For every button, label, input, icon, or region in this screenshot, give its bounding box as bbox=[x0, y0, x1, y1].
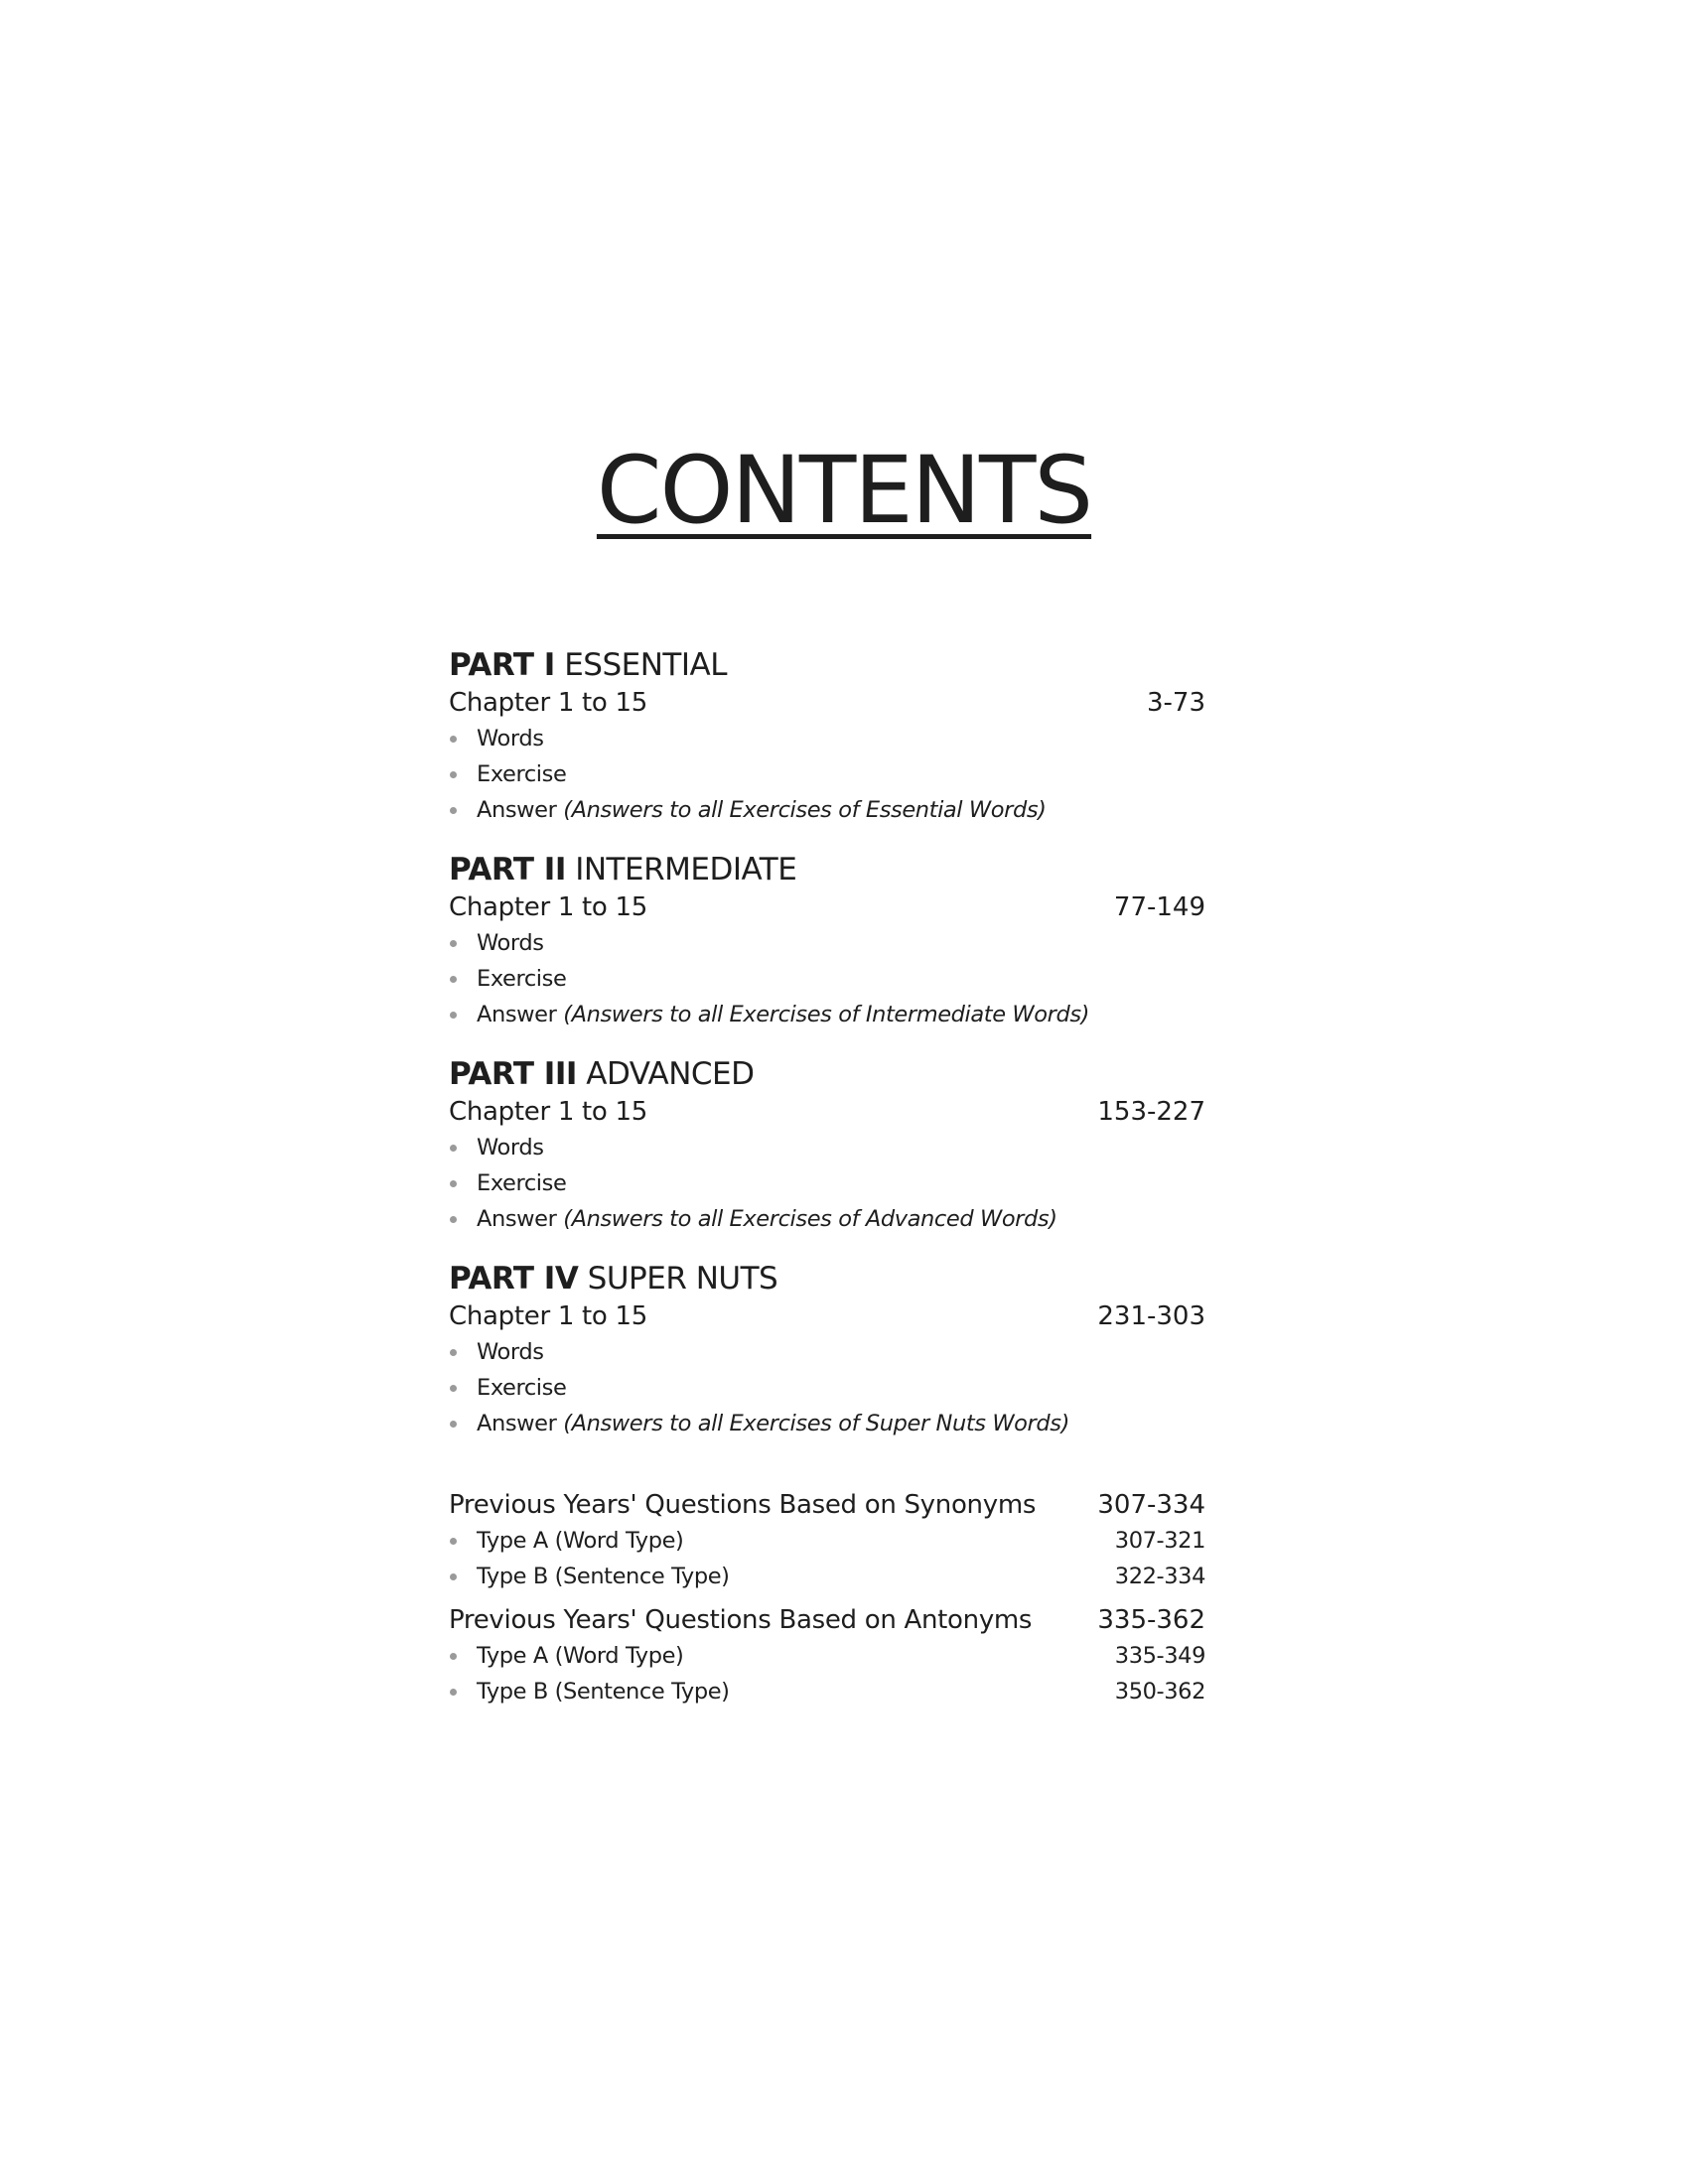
item-text: Words bbox=[477, 1135, 544, 1160]
section-heading: Previous Years' Questions Based on Antonyms bbox=[449, 1605, 1033, 1635]
part-name: ADVANCED bbox=[586, 1056, 755, 1092]
bullet-icon bbox=[450, 976, 457, 983]
toc-synonyms bbox=[449, 1487, 1205, 1594]
item-text: Type B (Sentence Type) bbox=[477, 1564, 730, 1589]
part-label: PART III bbox=[449, 1056, 577, 1092]
page-range: 153-227 bbox=[1097, 1097, 1205, 1127]
list-item bbox=[449, 997, 1205, 1032]
item-text: Exercise bbox=[477, 966, 567, 992]
item-text: Answer bbox=[477, 797, 557, 823]
bullet-icon bbox=[450, 1349, 457, 1356]
toc-part-2 bbox=[449, 850, 1205, 1032]
item-text: Type A (Word Type) bbox=[477, 1528, 684, 1554]
chapter-row bbox=[449, 1298, 1205, 1334]
bullet-icon bbox=[450, 771, 457, 778]
bullet-icon bbox=[450, 1653, 457, 1660]
list-item bbox=[449, 792, 1205, 828]
list-item bbox=[449, 1130, 1205, 1165]
item-text: Exercise bbox=[477, 761, 567, 787]
bullet-icon bbox=[450, 1216, 457, 1223]
chapter-range: Chapter 1 to 15 bbox=[449, 1097, 647, 1127]
list-item bbox=[449, 721, 1205, 756]
list-item bbox=[449, 1559, 1205, 1594]
chapter-range: Chapter 1 to 15 bbox=[449, 688, 647, 718]
heading-row bbox=[449, 1487, 1205, 1523]
part-name: ESSENTIAL bbox=[564, 647, 727, 683]
list-item bbox=[449, 1201, 1205, 1237]
item-text: Type A (Word Type) bbox=[477, 1643, 684, 1669]
list-item bbox=[449, 1334, 1205, 1370]
item-text: Answer bbox=[477, 1206, 557, 1232]
item-note: (Answers to all Exercises of Super Nuts Words) bbox=[563, 1411, 1069, 1436]
item-text: Exercise bbox=[477, 1170, 567, 1196]
chapter-range: Chapter 1 to 15 bbox=[449, 892, 647, 922]
chapter-row bbox=[449, 889, 1205, 925]
list-item bbox=[449, 756, 1205, 792]
bullet-icon bbox=[450, 1421, 457, 1428]
list-item bbox=[449, 1674, 1205, 1709]
item-text: Exercise bbox=[477, 1375, 567, 1401]
list-item bbox=[449, 1638, 1205, 1674]
part-heading bbox=[449, 645, 1205, 685]
part-heading bbox=[449, 850, 1205, 889]
toc-antonyms bbox=[449, 1602, 1205, 1709]
item-text: Answer bbox=[477, 1002, 557, 1027]
page-range: 335-362 bbox=[1097, 1605, 1205, 1635]
part-name: SUPER NUTS bbox=[587, 1261, 778, 1297]
bullet-icon bbox=[450, 1180, 457, 1187]
part-label: PART I bbox=[449, 647, 555, 683]
page-range: 3-73 bbox=[1146, 688, 1205, 718]
bullet-icon bbox=[450, 1012, 457, 1019]
list-item bbox=[449, 1523, 1205, 1559]
item-text: Words bbox=[477, 930, 544, 956]
item-text: Words bbox=[477, 726, 544, 751]
page-title bbox=[0, 437, 1688, 546]
bullet-icon bbox=[450, 1689, 457, 1696]
list-item bbox=[449, 1370, 1205, 1406]
item-pages: 322-334 bbox=[1114, 1564, 1205, 1589]
chapter-row bbox=[449, 1094, 1205, 1130]
page-title-text: CONTENTS bbox=[596, 437, 1092, 545]
toc-part-1 bbox=[449, 645, 1205, 828]
part-label: PART II bbox=[449, 852, 566, 887]
item-note: (Answers to all Exercises of Intermediate Words) bbox=[563, 1002, 1090, 1027]
list-item bbox=[449, 925, 1205, 961]
bullet-icon bbox=[450, 940, 457, 947]
bullet-icon bbox=[450, 1145, 457, 1152]
item-pages: 335-349 bbox=[1114, 1643, 1205, 1669]
section-list bbox=[449, 1523, 1205, 1594]
item-pages: 350-362 bbox=[1114, 1679, 1205, 1705]
bullet-icon bbox=[450, 1573, 457, 1580]
section-list bbox=[449, 721, 1205, 828]
toc-part-3 bbox=[449, 1054, 1205, 1237]
spacer bbox=[449, 1463, 1205, 1487]
table-of-contents bbox=[449, 645, 1205, 1717]
bullet-icon bbox=[450, 1385, 457, 1392]
part-heading bbox=[449, 1259, 1205, 1298]
heading-row bbox=[449, 1602, 1205, 1638]
item-pages: 307-321 bbox=[1114, 1528, 1205, 1554]
page-range: 231-303 bbox=[1097, 1301, 1205, 1331]
item-text: Words bbox=[477, 1339, 544, 1365]
part-heading bbox=[449, 1054, 1205, 1094]
toc-part-4 bbox=[449, 1259, 1205, 1441]
section-list bbox=[449, 1130, 1205, 1237]
page-range: 307-334 bbox=[1097, 1490, 1205, 1520]
item-note: (Answers to all Exercises of Advanced Words) bbox=[563, 1206, 1057, 1232]
section-list bbox=[449, 1638, 1205, 1709]
page-range: 77-149 bbox=[1113, 892, 1205, 922]
bullet-icon bbox=[450, 1538, 457, 1545]
part-label: PART IV bbox=[449, 1261, 579, 1297]
section-list bbox=[449, 925, 1205, 1032]
item-note: (Answers to all Exercises of Essential Words) bbox=[563, 797, 1047, 823]
chapter-range: Chapter 1 to 15 bbox=[449, 1301, 647, 1331]
section-heading: Previous Years' Questions Based on Synonyms bbox=[449, 1490, 1037, 1520]
list-item bbox=[449, 1165, 1205, 1201]
bullet-icon bbox=[450, 736, 457, 743]
part-name: INTERMEDIATE bbox=[575, 852, 797, 887]
section-list bbox=[449, 1334, 1205, 1441]
bullet-icon bbox=[450, 807, 457, 814]
chapter-row bbox=[449, 685, 1205, 721]
item-text: Type B (Sentence Type) bbox=[477, 1679, 730, 1705]
item-text: Answer bbox=[477, 1411, 557, 1436]
list-item bbox=[449, 1406, 1205, 1441]
list-item bbox=[449, 961, 1205, 997]
